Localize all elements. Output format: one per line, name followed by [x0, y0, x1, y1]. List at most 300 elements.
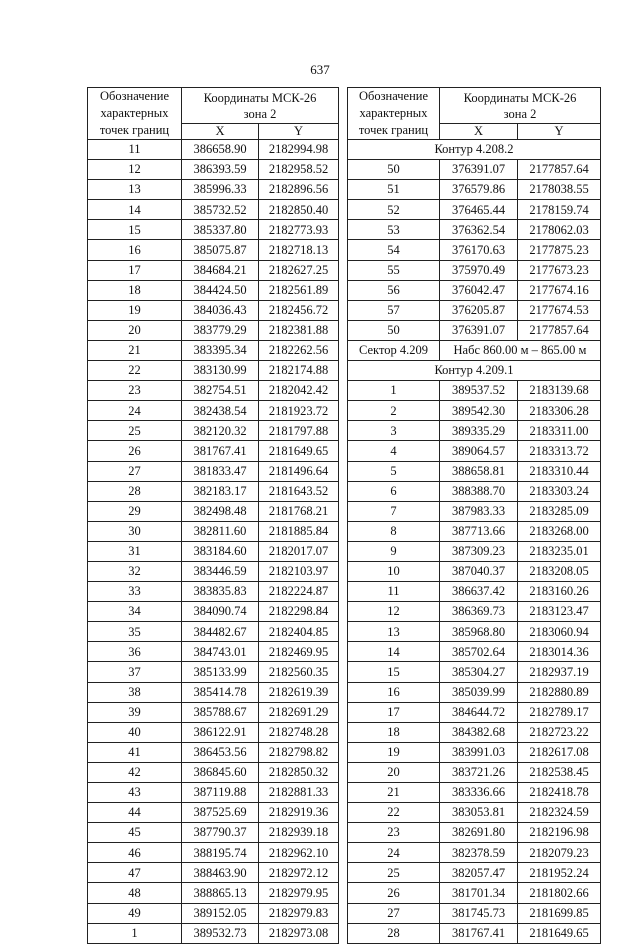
- point-number: 50: [348, 160, 440, 180]
- header-x: X: [440, 124, 518, 140]
- table-row: [88, 903, 339, 923]
- point-number: 38: [88, 682, 182, 702]
- table-row: [88, 561, 339, 581]
- coord-x: 384036.43: [182, 300, 259, 320]
- point-number: 45: [88, 823, 182, 843]
- coord-y: 2181802.66: [518, 883, 601, 903]
- point-number: 15: [348, 662, 440, 682]
- table-row: [348, 762, 601, 782]
- coord-x: 381745.73: [440, 903, 518, 923]
- coord-x: 385788.67: [182, 702, 259, 722]
- table-row: [348, 381, 601, 401]
- coord-x: 381767.41: [182, 441, 259, 461]
- table-row: [88, 883, 339, 903]
- coord-x: 383184.60: [182, 541, 259, 561]
- coord-y: 2182381.88: [259, 320, 339, 340]
- point-number: 47: [88, 863, 182, 883]
- point-number: 2: [348, 401, 440, 421]
- coord-x: 388463.90: [182, 863, 259, 883]
- coord-x: 383991.03: [440, 742, 518, 762]
- coord-y: 2178038.55: [518, 180, 601, 200]
- point-number: 31: [88, 541, 182, 561]
- coord-x: 382438.54: [182, 401, 259, 421]
- table-row: [88, 682, 339, 702]
- point-number: 17: [348, 702, 440, 722]
- coord-x: 384743.01: [182, 642, 259, 662]
- coord-y: 2182789.17: [518, 702, 601, 722]
- coord-y: 2183123.47: [518, 602, 601, 622]
- point-number: 48: [88, 883, 182, 903]
- point-number: 55: [348, 260, 440, 280]
- table-row: [88, 541, 339, 561]
- table-row: [88, 702, 339, 722]
- coord-x: 381833.47: [182, 461, 259, 481]
- sector-label: Сектор 4.209: [348, 340, 440, 360]
- point-number: 3: [348, 421, 440, 441]
- point-number: 25: [88, 421, 182, 441]
- coord-y: 2182723.22: [518, 722, 601, 742]
- coord-x: 385133.99: [182, 662, 259, 682]
- point-number: 49: [88, 903, 182, 923]
- coord-y: 2182798.82: [259, 742, 339, 762]
- coord-x: 383336.66: [440, 783, 518, 803]
- point-number: 21: [88, 340, 182, 360]
- coord-y: 2183285.09: [518, 501, 601, 521]
- table-row: [348, 501, 601, 521]
- table-row: [348, 421, 601, 441]
- coord-y: 2182973.08: [259, 923, 339, 943]
- coord-x: 382120.32: [182, 421, 259, 441]
- point-number: 53: [348, 220, 440, 240]
- coord-y: 2182773.93: [259, 220, 339, 240]
- coord-x: 381701.34: [440, 883, 518, 903]
- coord-y: 2182939.18: [259, 823, 339, 843]
- coord-x: 386453.56: [182, 742, 259, 762]
- coord-y: 2183160.26: [518, 582, 601, 602]
- coord-x: 384482.67: [182, 622, 259, 642]
- point-number: 54: [348, 240, 440, 260]
- table-row: [348, 340, 601, 360]
- coord-x: 382754.51: [182, 381, 259, 401]
- coord-x: 382498.48: [182, 501, 259, 521]
- point-number: 17: [88, 260, 182, 280]
- table-row: [348, 140, 601, 160]
- coord-y: 2183014.36: [518, 642, 601, 662]
- coord-x: 385414.78: [182, 682, 259, 702]
- coord-y: 2182418.78: [518, 783, 601, 803]
- coord-x: 376170.63: [440, 240, 518, 260]
- coord-y: 2182617.08: [518, 742, 601, 762]
- table-row: [88, 441, 339, 461]
- coord-y: 2182324.59: [518, 803, 601, 823]
- table-row: [88, 501, 339, 521]
- point-number: 12: [348, 602, 440, 622]
- coord-y: 2181643.52: [259, 481, 339, 501]
- coord-y: 2177674.53: [518, 300, 601, 320]
- coord-y: 2182896.56: [259, 180, 339, 200]
- coord-y: 2182103.97: [259, 561, 339, 581]
- coord-x: 387309.23: [440, 541, 518, 561]
- table-row: [88, 240, 339, 260]
- header-y: Y: [259, 124, 339, 140]
- point-number: 4: [348, 441, 440, 461]
- coord-y: 2181923.72: [259, 401, 339, 421]
- coord-x: 376391.07: [440, 160, 518, 180]
- table-row: [88, 823, 339, 843]
- table-row: [348, 662, 601, 682]
- coord-y: 2183306.28: [518, 401, 601, 421]
- table-row: [348, 361, 601, 381]
- table-row: [88, 200, 339, 220]
- table-row: [88, 461, 339, 481]
- point-number: 52: [348, 200, 440, 220]
- point-number: 20: [348, 762, 440, 782]
- table-row: [88, 180, 339, 200]
- coord-y: 2182224.87: [259, 582, 339, 602]
- point-number: 26: [348, 883, 440, 903]
- table-row: [348, 160, 601, 180]
- coord-x: 387525.69: [182, 803, 259, 823]
- table-row: [88, 220, 339, 240]
- table-row: [348, 843, 601, 863]
- table-row: [348, 200, 601, 220]
- point-number: 18: [88, 280, 182, 300]
- coord-x: 376362.54: [440, 220, 518, 240]
- table-row: [88, 742, 339, 762]
- contour-label: Контур 4.208.2: [348, 140, 601, 160]
- coord-x: 384090.74: [182, 602, 259, 622]
- table-row: [88, 923, 339, 943]
- table-row: [348, 260, 601, 280]
- point-number: 27: [348, 903, 440, 923]
- point-number: 39: [88, 702, 182, 722]
- coord-x: 389542.30: [440, 401, 518, 421]
- coord-y: 2182850.40: [259, 200, 339, 220]
- table-row: [88, 280, 339, 300]
- table-row: [348, 220, 601, 240]
- point-number: 16: [88, 240, 182, 260]
- coord-y: 2183268.00: [518, 521, 601, 541]
- coord-x: 386369.73: [440, 602, 518, 622]
- table-row: [348, 280, 601, 300]
- coord-x: 385732.52: [182, 200, 259, 220]
- point-number: 50: [348, 320, 440, 340]
- header-designation: Обозначение характерных точек границ: [348, 88, 440, 140]
- point-number: 34: [88, 602, 182, 622]
- table-row: [348, 783, 601, 803]
- coord-x: 383779.29: [182, 320, 259, 340]
- coord-y: 2181885.84: [259, 521, 339, 541]
- coord-x: 384382.68: [440, 722, 518, 742]
- coord-y: 2183139.68: [518, 381, 601, 401]
- point-number: 42: [88, 762, 182, 782]
- coord-x: 388195.74: [182, 843, 259, 863]
- header-coordinates: Координаты МСК-26 зона 2: [182, 88, 339, 124]
- table-row: [348, 541, 601, 561]
- point-number: 9: [348, 541, 440, 561]
- coord-x: 383053.81: [440, 803, 518, 823]
- table-row: [348, 682, 601, 702]
- coord-y: 2182880.89: [518, 682, 601, 702]
- point-number: 43: [88, 783, 182, 803]
- coord-x: 382183.17: [182, 481, 259, 501]
- coord-y: 2182627.25: [259, 260, 339, 280]
- coord-y: 2182262.56: [259, 340, 339, 360]
- table-row: [348, 521, 601, 541]
- coord-x: 387983.33: [440, 501, 518, 521]
- point-number: 11: [88, 140, 182, 160]
- coord-y: 2182174.88: [259, 361, 339, 381]
- coord-y: 2178062.03: [518, 220, 601, 240]
- table-row: [348, 401, 601, 421]
- coord-x: 382811.60: [182, 521, 259, 541]
- point-number: 35: [88, 622, 182, 642]
- point-number: 32: [88, 561, 182, 581]
- point-number: 16: [348, 682, 440, 702]
- coord-x: 387119.88: [182, 783, 259, 803]
- point-number: 26: [88, 441, 182, 461]
- coord-x: 385968.80: [440, 622, 518, 642]
- coord-y: 2182972.12: [259, 863, 339, 883]
- point-number: 10: [348, 561, 440, 581]
- coord-x: 388865.13: [182, 883, 259, 903]
- coord-y: 2181649.65: [259, 441, 339, 461]
- coord-y: 2181496.64: [259, 461, 339, 481]
- point-number: 6: [348, 481, 440, 501]
- coord-y: 2182937.19: [518, 662, 601, 682]
- coord-y: 2183311.00: [518, 421, 601, 441]
- point-number: 24: [88, 401, 182, 421]
- table-row: [348, 180, 601, 200]
- header-x: X: [182, 124, 259, 140]
- table-row: [348, 923, 601, 943]
- coord-y: 2182298.84: [259, 602, 339, 622]
- table-row: [348, 320, 601, 340]
- coord-x: 386845.60: [182, 762, 259, 782]
- point-number: 29: [88, 501, 182, 521]
- coord-x: 376205.87: [440, 300, 518, 320]
- coord-y: 2182691.29: [259, 702, 339, 722]
- coord-y: 2182994.98: [259, 140, 339, 160]
- coord-y: 2182979.83: [259, 903, 339, 923]
- point-number: 13: [88, 180, 182, 200]
- table-row: [348, 722, 601, 742]
- coord-y: 2182196.98: [518, 823, 601, 843]
- coord-y: 2181699.85: [518, 903, 601, 923]
- coord-x: 389152.05: [182, 903, 259, 923]
- coord-y: 2182538.45: [518, 762, 601, 782]
- coord-y: 2182456.72: [259, 300, 339, 320]
- table-row: [348, 602, 601, 622]
- table-row: [348, 622, 601, 642]
- coord-y: 2177673.23: [518, 260, 601, 280]
- coord-x: 387040.37: [440, 561, 518, 581]
- coord-x: 388388.70: [440, 481, 518, 501]
- table-row: [88, 300, 339, 320]
- coord-x: 376042.47: [440, 280, 518, 300]
- coord-y: 2177875.23: [518, 240, 601, 260]
- table-row: [88, 340, 339, 360]
- table-row: [88, 762, 339, 782]
- coord-y: 2177857.64: [518, 320, 601, 340]
- coord-y: 2177857.64: [518, 160, 601, 180]
- table-row: [88, 381, 339, 401]
- coord-x: 382057.47: [440, 863, 518, 883]
- table-row: [348, 240, 601, 260]
- header-y: Y: [518, 124, 601, 140]
- coord-y: 2182718.13: [259, 240, 339, 260]
- coord-x: 383721.26: [440, 762, 518, 782]
- coord-y: 2182404.85: [259, 622, 339, 642]
- point-number: 40: [88, 722, 182, 742]
- coord-y: 2182619.39: [259, 682, 339, 702]
- contour-label: Контур 4.209.1: [348, 361, 601, 381]
- point-number: 12: [88, 160, 182, 180]
- table-row: [88, 803, 339, 823]
- table-row: [348, 803, 601, 823]
- point-number: 23: [348, 823, 440, 843]
- coord-x: 375970.49: [440, 260, 518, 280]
- coord-y: 2183060.94: [518, 622, 601, 642]
- table-row: [88, 320, 339, 340]
- point-number: 8: [348, 521, 440, 541]
- table-row: [348, 481, 601, 501]
- table-row: [88, 863, 339, 883]
- point-number: 37: [88, 662, 182, 682]
- point-number: 14: [88, 200, 182, 220]
- table-row: [88, 401, 339, 421]
- coord-x: 386637.42: [440, 582, 518, 602]
- table-row: [348, 561, 601, 581]
- sector-elevation: Набс 860.00 м – 865.00 м: [440, 340, 601, 360]
- coord-x: 376579.86: [440, 180, 518, 200]
- coord-y: 2183235.01: [518, 541, 601, 561]
- coord-x: 386658.90: [182, 140, 259, 160]
- coord-x: 376391.07: [440, 320, 518, 340]
- coord-x: 385702.64: [440, 642, 518, 662]
- coord-y: 2182748.28: [259, 722, 339, 742]
- table-row: [88, 642, 339, 662]
- coord-x: 389537.52: [440, 381, 518, 401]
- table-row: [88, 582, 339, 602]
- table-row: [348, 742, 601, 762]
- coord-x: 386122.91: [182, 722, 259, 742]
- coord-y: 2182469.95: [259, 642, 339, 662]
- coord-x: 382691.80: [440, 823, 518, 843]
- coord-x: 385337.80: [182, 220, 259, 240]
- point-number: 22: [88, 361, 182, 381]
- coord-y: 2182042.42: [259, 381, 339, 401]
- point-number: 30: [88, 521, 182, 541]
- point-number: 28: [88, 481, 182, 501]
- coord-y: 2182850.32: [259, 762, 339, 782]
- coord-y: 2182079.23: [518, 843, 601, 863]
- point-number: 51: [348, 180, 440, 200]
- point-number: 44: [88, 803, 182, 823]
- coord-y: 2181768.21: [259, 501, 339, 521]
- coord-x: 385996.33: [182, 180, 259, 200]
- coord-y: 2182958.52: [259, 160, 339, 180]
- point-number: 56: [348, 280, 440, 300]
- point-number: 15: [88, 220, 182, 240]
- point-number: 13: [348, 622, 440, 642]
- coord-y: 2181649.65: [518, 923, 601, 943]
- table-row: [88, 421, 339, 441]
- header-designation: Обозначение характерных точек границ: [88, 88, 182, 140]
- coord-x: 389532.73: [182, 923, 259, 943]
- table-row: [88, 481, 339, 501]
- coord-y: 2177674.16: [518, 280, 601, 300]
- table-row: [88, 140, 339, 160]
- coord-x: 385039.99: [440, 682, 518, 702]
- coord-x: 376465.44: [440, 200, 518, 220]
- point-number: 19: [348, 742, 440, 762]
- point-number: 33: [88, 582, 182, 602]
- coord-x: 381767.41: [440, 923, 518, 943]
- table-row: [348, 702, 601, 722]
- coord-y: 2182560.35: [259, 662, 339, 682]
- point-number: 23: [88, 381, 182, 401]
- point-number: 36: [88, 642, 182, 662]
- coord-y: 2183313.72: [518, 441, 601, 461]
- header-coordinates: Координаты МСК-26 зона 2: [440, 88, 601, 124]
- coord-y: 2182962.10: [259, 843, 339, 863]
- coord-y: 2182017.07: [259, 541, 339, 561]
- coord-x: 387790.37: [182, 823, 259, 843]
- table-row: [88, 843, 339, 863]
- coord-x: 383130.99: [182, 361, 259, 381]
- coord-x: 386393.59: [182, 160, 259, 180]
- table-row: [348, 582, 601, 602]
- point-number: 14: [348, 642, 440, 662]
- coord-y: 2178159.74: [518, 200, 601, 220]
- coord-x: 389064.57: [440, 441, 518, 461]
- coord-x: 383395.34: [182, 340, 259, 360]
- coord-x: 385304.27: [440, 662, 518, 682]
- point-number: 22: [348, 803, 440, 823]
- point-number: 20: [88, 320, 182, 340]
- table-row: [88, 160, 339, 180]
- point-number: 1: [348, 381, 440, 401]
- table-row: [88, 783, 339, 803]
- coord-x: 383446.59: [182, 561, 259, 581]
- coord-y: 2181797.88: [259, 421, 339, 441]
- table-row: [348, 441, 601, 461]
- table-row: [348, 300, 601, 320]
- point-number: 5: [348, 461, 440, 481]
- table-row: [348, 863, 601, 883]
- coord-x: 384644.72: [440, 702, 518, 722]
- point-number: 27: [88, 461, 182, 481]
- coord-y: 2183310.44: [518, 461, 601, 481]
- coordinates-table-left: [87, 87, 339, 944]
- coord-x: 384424.50: [182, 280, 259, 300]
- page-number: 637: [310, 62, 330, 77]
- point-number: 41: [88, 742, 182, 762]
- table-row: [348, 903, 601, 923]
- coord-y: 2183208.05: [518, 561, 601, 581]
- point-number: 21: [348, 783, 440, 803]
- coord-x: 382378.59: [440, 843, 518, 863]
- point-number: 24: [348, 843, 440, 863]
- coordinates-table-right: [347, 87, 601, 944]
- coord-y: 2182979.95: [259, 883, 339, 903]
- table-row: [348, 883, 601, 903]
- coord-y: 2183303.24: [518, 481, 601, 501]
- table-row: [88, 521, 339, 541]
- point-number: 19: [88, 300, 182, 320]
- point-number: 28: [348, 923, 440, 943]
